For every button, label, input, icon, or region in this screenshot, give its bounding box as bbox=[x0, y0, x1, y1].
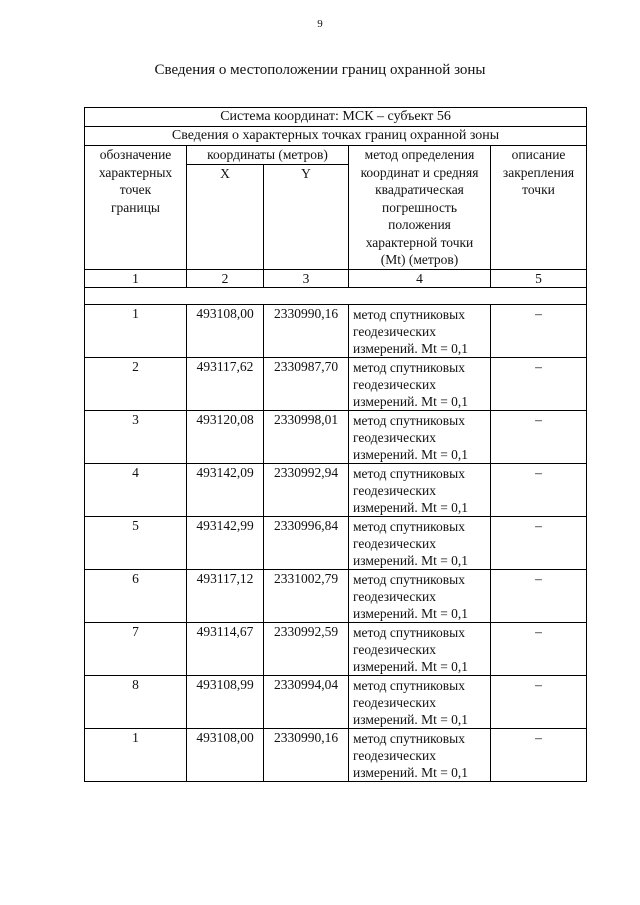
point-number-cell: 1 bbox=[85, 729, 187, 782]
method-line: метод спутниковых bbox=[353, 465, 465, 481]
x-coordinate-cell: 493108,99 bbox=[187, 676, 264, 729]
y-coordinate-cell: 2330998,01 bbox=[264, 411, 349, 464]
table-row bbox=[85, 305, 587, 358]
method-cell bbox=[349, 676, 491, 729]
table-row bbox=[85, 676, 587, 729]
description-cell: – bbox=[491, 729, 587, 782]
y-coordinate-cell: 2330990,16 bbox=[264, 305, 349, 358]
coordinate-system-caption: Система координат: МСК – субъект 56 bbox=[85, 108, 587, 127]
description-cell: – bbox=[491, 570, 587, 623]
method-line: измерений. Mt = 0,1 bbox=[353, 499, 469, 515]
method-cell bbox=[349, 517, 491, 570]
description-cell: – bbox=[491, 676, 587, 729]
header-x: X bbox=[187, 164, 264, 269]
method-cell bbox=[349, 570, 491, 623]
y-coordinate-cell: 2330990,16 bbox=[264, 729, 349, 782]
method-line: геодезических bbox=[353, 588, 436, 604]
table-row bbox=[85, 464, 587, 517]
method-line: метод спутниковых bbox=[353, 677, 465, 693]
x-coordinate-cell: 493108,00 bbox=[187, 729, 264, 782]
x-coordinate-cell: 493120,08 bbox=[187, 411, 264, 464]
method-line: геодезических bbox=[353, 535, 436, 551]
x-coordinate-cell: 493117,12 bbox=[187, 570, 264, 623]
header-description: описание закрепления точки bbox=[491, 146, 587, 270]
table-row bbox=[85, 517, 587, 570]
method-line: измерений. Mt = 0,1 bbox=[353, 393, 469, 409]
point-number-cell: 2 bbox=[85, 358, 187, 411]
header-coordinates: координаты (метров) bbox=[187, 146, 349, 165]
column-number: 5 bbox=[491, 269, 587, 288]
method-line: метод спутниковых bbox=[353, 730, 465, 746]
x-coordinate-cell: 493108,00 bbox=[187, 305, 264, 358]
description-cell: – bbox=[491, 623, 587, 676]
y-coordinate-cell: 2331002,79 bbox=[264, 570, 349, 623]
method-line: метод спутниковых bbox=[353, 624, 465, 640]
description-cell: – bbox=[491, 411, 587, 464]
y-coordinate-cell: 2330992,59 bbox=[264, 623, 349, 676]
point-number-cell: 1 bbox=[85, 305, 187, 358]
x-coordinate-cell: 493142,99 bbox=[187, 517, 264, 570]
method-line: измерений. Mt = 0,1 bbox=[353, 711, 469, 727]
method-cell bbox=[349, 464, 491, 517]
description-cell: – bbox=[491, 517, 587, 570]
table-row bbox=[85, 570, 587, 623]
header-designation: обозначение характерных точек границы bbox=[85, 146, 187, 270]
page-number: 9 bbox=[317, 18, 323, 30]
description-cell: – bbox=[491, 464, 587, 517]
method-line: геодезических bbox=[353, 376, 436, 392]
method-line: метод спутниковых bbox=[353, 359, 465, 375]
method-line: геодезических bbox=[353, 694, 436, 710]
method-line: геодезических bbox=[353, 482, 436, 498]
document-title: Сведения о местоположении границ охранной зоны bbox=[154, 62, 486, 78]
description-cell: – bbox=[491, 305, 587, 358]
x-coordinate-cell: 493114,67 bbox=[187, 623, 264, 676]
column-number: 1 bbox=[85, 269, 187, 288]
table-row bbox=[85, 358, 587, 411]
y-coordinate-cell: 2330994,04 bbox=[264, 676, 349, 729]
method-cell bbox=[349, 623, 491, 676]
method-line: геодезических bbox=[353, 323, 436, 339]
spacer-row bbox=[85, 288, 587, 305]
method-line: геодезических bbox=[353, 641, 436, 657]
method-line: измерений. Mt = 0,1 bbox=[353, 340, 469, 356]
column-number: 4 bbox=[349, 269, 491, 288]
method-line: метод спутниковых bbox=[353, 518, 465, 534]
method-line: измерений. Mt = 0,1 bbox=[353, 446, 469, 462]
method-cell bbox=[349, 305, 491, 358]
method-cell bbox=[349, 358, 491, 411]
method-line: измерений. Mt = 0,1 bbox=[353, 764, 469, 780]
header-y: Y bbox=[264, 164, 349, 269]
point-number-cell: 5 bbox=[85, 517, 187, 570]
method-cell bbox=[349, 729, 491, 782]
point-number-cell: 8 bbox=[85, 676, 187, 729]
x-coordinate-cell: 493142,09 bbox=[187, 464, 264, 517]
method-line: метод спутниковых bbox=[353, 306, 465, 322]
method-line: геодезических bbox=[353, 429, 436, 445]
point-number-cell: 4 bbox=[85, 464, 187, 517]
y-coordinate-cell: 2330996,84 bbox=[264, 517, 349, 570]
method-line: метод спутниковых bbox=[353, 412, 465, 428]
table-row bbox=[85, 729, 587, 782]
method-line: измерений. Mt = 0,1 bbox=[353, 552, 469, 568]
column-number: 3 bbox=[264, 269, 349, 288]
method-line: измерений. Mt = 0,1 bbox=[353, 658, 469, 674]
point-number-cell: 7 bbox=[85, 623, 187, 676]
description-cell: – bbox=[491, 358, 587, 411]
method-line: геодезических bbox=[353, 747, 436, 763]
table-row bbox=[85, 411, 587, 464]
point-number-cell: 3 bbox=[85, 411, 187, 464]
method-cell bbox=[349, 411, 491, 464]
y-coordinate-cell: 2330987,70 bbox=[264, 358, 349, 411]
table-row bbox=[85, 623, 587, 676]
method-line: измерений. Mt = 0,1 bbox=[353, 605, 469, 621]
boundary-points-table bbox=[84, 107, 587, 782]
header-method: метод определения координат и средняя квадратическая погрешность положения характерной точки (Mt) (метров) bbox=[349, 146, 491, 270]
x-coordinate-cell: 493117,62 bbox=[187, 358, 264, 411]
column-number: 2 bbox=[187, 269, 264, 288]
table-subtitle: Сведения о характерных точках границ охранной зоны bbox=[85, 127, 587, 146]
point-number-cell: 6 bbox=[85, 570, 187, 623]
y-coordinate-cell: 2330992,94 bbox=[264, 464, 349, 517]
method-line: метод спутниковых bbox=[353, 571, 465, 587]
